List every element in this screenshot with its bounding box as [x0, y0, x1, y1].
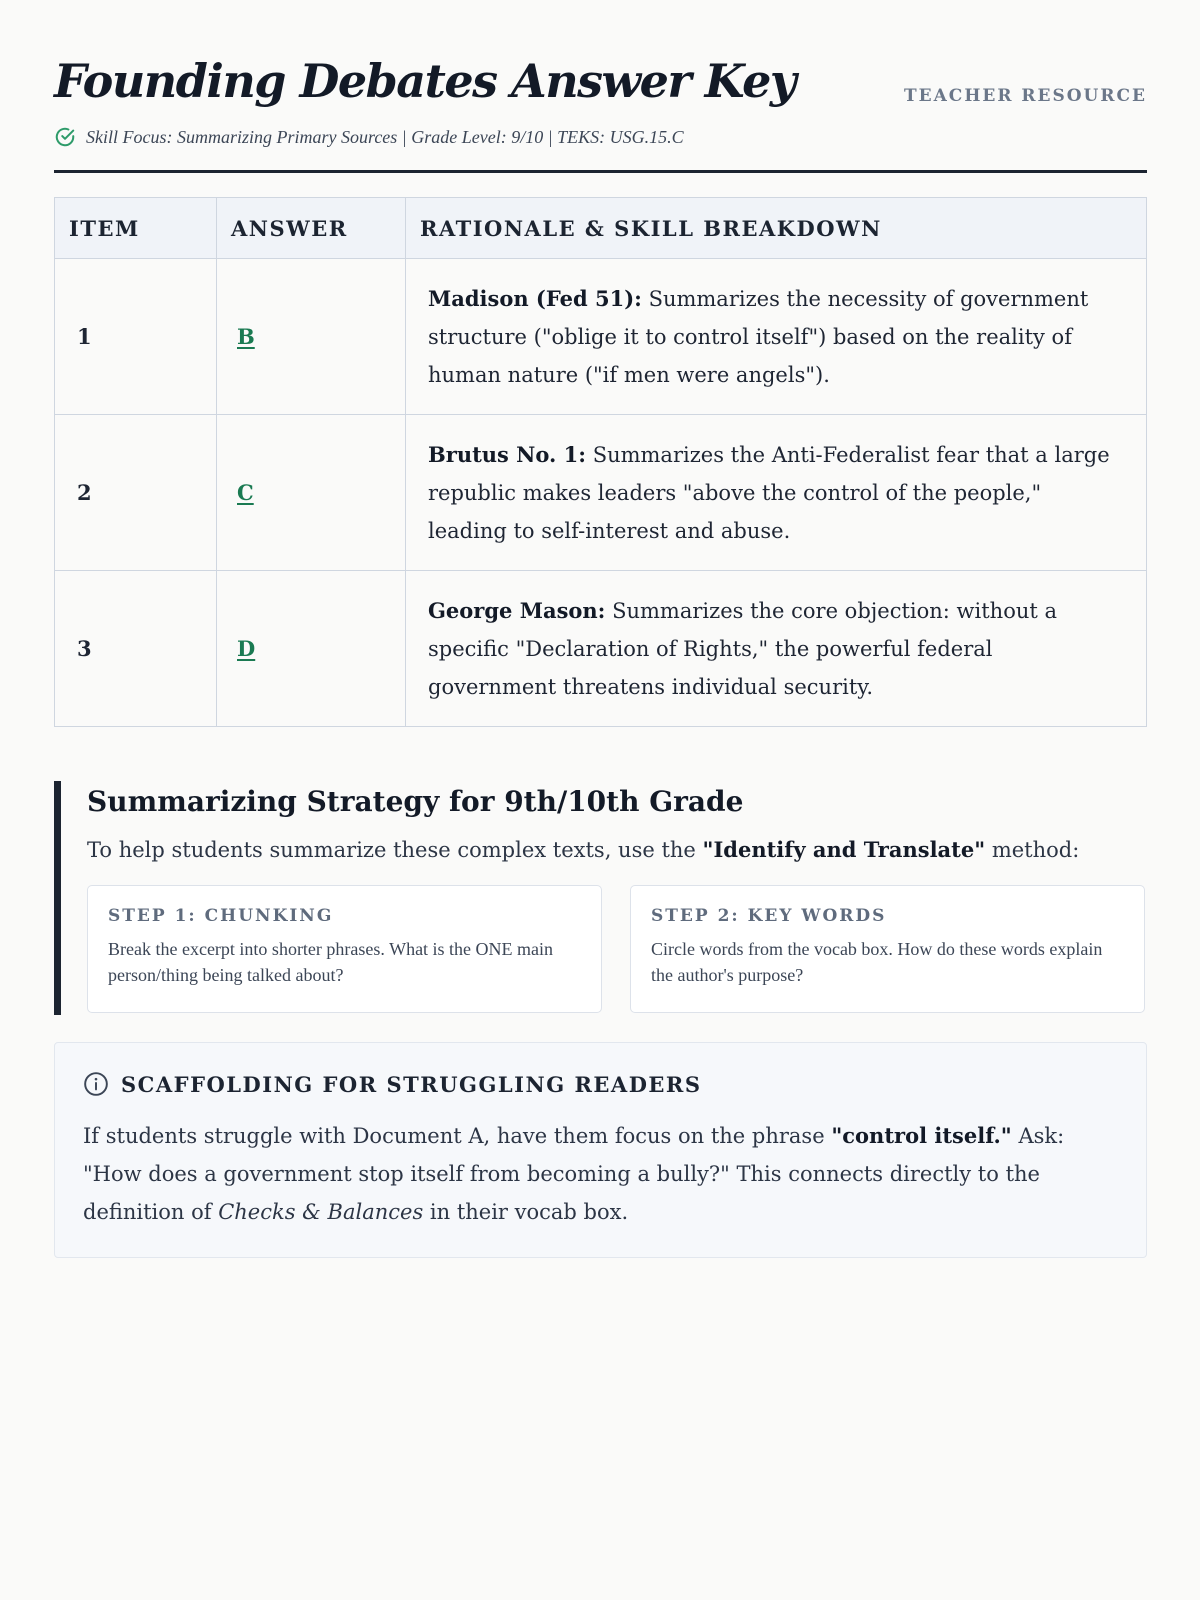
strategy-title: Summarizing Strategy for 9th/10th Grade: [87, 785, 744, 818]
scaffold-term: Checks & Balances: [218, 1200, 424, 1224]
source-name: Brutus No. 1:: [428, 441, 587, 467]
answer-cell: [217, 259, 406, 415]
page-header: [54, 0, 1147, 173]
summarizing-strategy-section: [54, 781, 1147, 1015]
rationale-cell: [406, 259, 1147, 415]
strategy-intro-end: method:: [985, 838, 1080, 862]
rationale-text: Summarizes the necessity of government structure ("oblige it to control itself") based on the reality of human nature ("if men were angels").: [428, 286, 1089, 387]
header-answer: ANSWER: [217, 198, 406, 259]
answer-cell: [217, 571, 406, 727]
scaffolding-box: [54, 1042, 1147, 1258]
info-circle-icon: [83, 1071, 109, 1097]
scaffold-title: SCAFFOLDING FOR STRUGGLING READERS: [121, 1071, 702, 1097]
scaffold-text-end: in their vocab box.: [423, 1200, 629, 1224]
rationale-cell: [406, 415, 1147, 571]
step-label: STEP 2: KEY WORDS: [651, 906, 887, 926]
scaffold-text-middle: Ask: "How does a government stop itself from becoming a bully?" This connects directly to the definition of: [83, 1124, 1065, 1224]
table-row: [55, 571, 1147, 727]
strategy-method-name: "Identify and Translate": [702, 837, 986, 862]
teacher-resource-tag: TEACHER RESOURCE: [903, 86, 1147, 106]
answer-link[interactable]: C: [237, 480, 254, 505]
item-number: 2: [55, 415, 217, 571]
header-item: ITEM: [55, 198, 217, 259]
step-text: Circle words from the vocab box. How do these words explain the author's purpose?: [651, 939, 1103, 985]
strategy-intro: [87, 837, 1079, 862]
step-label: STEP 1: CHUNKING: [108, 906, 334, 926]
answer-cell: [217, 415, 406, 571]
item-number: 1: [55, 259, 217, 415]
answer-link[interactable]: B: [237, 324, 255, 349]
step-text: Break the excerpt into shorter phrases. What is the ONE main person/thing being talked about?: [108, 939, 554, 985]
answer-key-page: [54, 0, 1147, 1224]
check-circle-icon: [54, 126, 76, 148]
source-name: Madison (Fed 51):: [428, 285, 642, 311]
step-card-chunking: [87, 885, 602, 1013]
rationale-text: Summarizes the Anti-Federalist fear that a large republic makes leaders "above the control of the people," leading to self-interest and abuse.: [428, 442, 1110, 543]
page-title: Founding Debates Answer Key: [54, 54, 796, 108]
header-rationale: RATIONALE & SKILL BREAKDOWN: [406, 198, 1147, 259]
item-number: 3: [55, 571, 217, 727]
rationale-cell: [406, 571, 1147, 727]
scaffold-key-phrase: "control itself.": [831, 1123, 1012, 1148]
strategy-intro-text: To help students summarize these complex texts, use the: [87, 838, 703, 862]
source-name: George Mason:: [428, 597, 606, 623]
step-card-key-words: [630, 885, 1145, 1013]
skill-focus-text: Skill Focus: Summarizing Primary Sources | Grade Level: 9/10 | TEKS: USG.15.C: [86, 126, 684, 147]
scaffold-heading: [83, 1071, 1118, 1097]
skill-focus-line: [54, 126, 684, 148]
scaffold-text-start: If students struggle with Document A, have them focus on the phrase: [83, 1124, 832, 1148]
table-row: [55, 259, 1147, 415]
rationale-text: Summarizes the core objection: without a specific "Declaration of Rights," the powerful federal government threatens individual security.: [428, 598, 1057, 699]
answer-table: [54, 197, 1147, 727]
table-row: [55, 415, 1147, 571]
table-header-row: [55, 198, 1147, 259]
answer-link[interactable]: D: [237, 636, 256, 661]
scaffold-text: [83, 1117, 1118, 1231]
